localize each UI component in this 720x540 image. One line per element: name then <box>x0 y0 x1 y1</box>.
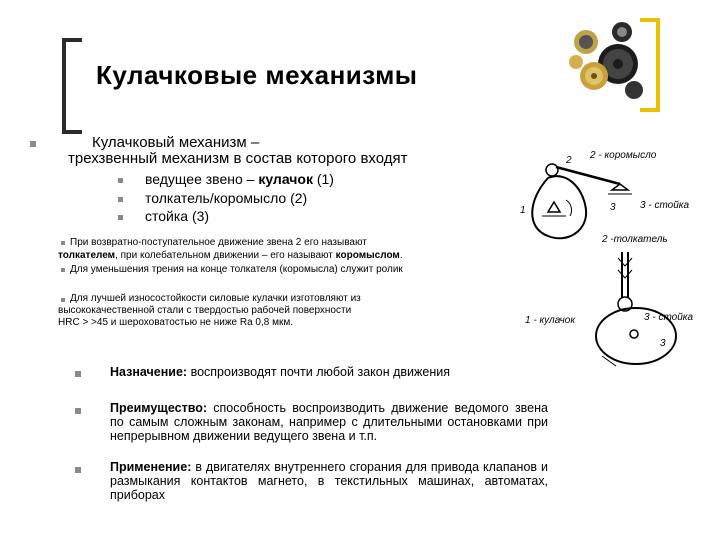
roller-note: Для уменьшения трения на конце толкателя (коромысла) служит ролик <box>70 264 403 275</box>
bullet-icon <box>75 408 81 414</box>
motion-line2 <box>58 250 403 261</box>
motion-text: , при колебательном движении – его называют <box>115 250 336 261</box>
bullet-icon <box>61 298 65 302</box>
advantage-text: способность воспроизводить движение ведомого звена по самым сложным законам, например с длительными остановками при непрерывном движении ведущего звена и т.п. <box>110 401 548 443</box>
label-pusher: 2 -толкатель <box>602 234 668 245</box>
bullet-icon <box>118 197 123 202</box>
purpose-text: воспроизводят почти любой закон движения <box>187 365 450 379</box>
member-bold: кулачок <box>258 171 313 187</box>
cam-pusher-diagram <box>588 246 698 376</box>
advantage-item <box>110 401 548 443</box>
wear-line3: HRC > >45 и шероховатостью не ниже Ra 0,8 мкм. <box>58 317 293 328</box>
wear-line1: Для лучшей износостойкости силовые кулачки изготовляют из <box>70 293 361 304</box>
bullet-icon <box>118 215 123 220</box>
member-item: толкатель/коромысло (2) <box>145 190 308 206</box>
num-3b: 3 <box>660 338 666 349</box>
member-suffix: (1) <box>312 171 334 187</box>
motion-end: . <box>399 250 403 261</box>
page-title: Кулачковые механизмы <box>96 60 418 90</box>
term-rocker: коромыслом <box>335 250 400 261</box>
application-item <box>110 460 548 502</box>
bullet-icon <box>75 371 81 377</box>
term-pusher: толкателем <box>58 250 116 261</box>
advantage-label: Преимущество: <box>110 401 208 415</box>
motion-line1: При возвратно-поступательное движение звена 2 его называют <box>70 237 367 248</box>
bullet-icon <box>61 268 65 272</box>
bullet-icon <box>75 467 81 473</box>
gear-small-icon <box>574 30 598 54</box>
application-label: Применение: <box>110 460 192 474</box>
purpose-label: Назначение: <box>110 365 188 379</box>
purpose-item <box>110 365 450 379</box>
gears-image <box>566 18 644 104</box>
cam-profile <box>532 176 586 238</box>
num-2: 2 <box>566 155 572 166</box>
title-left-bracket <box>62 38 82 134</box>
bullet-icon <box>118 178 123 183</box>
bullet-icon <box>30 141 36 147</box>
definition-line1: Кулачковый механизм – <box>92 134 260 151</box>
label-stand-2: 3 - стойка <box>644 312 694 323</box>
label-cam: 1 - кулачок <box>525 315 576 326</box>
wear-line2: высококачественной стали с твердостью рабочей поверхности <box>58 305 352 316</box>
label-stand: 3 - стойка <box>640 200 690 211</box>
roller-icon <box>546 164 558 176</box>
definition-line2: трехзвенный механизм в состав которого входят <box>68 150 408 167</box>
gear-gold-icon <box>580 62 608 90</box>
member-prefix: ведущее звено – <box>145 171 259 187</box>
gear-top-icon <box>612 22 632 42</box>
label-rocker: 2 - коромысло <box>590 150 657 161</box>
num-1: 1 <box>520 205 526 216</box>
bullet-icon <box>61 241 65 245</box>
num-3: 3 <box>610 202 616 213</box>
application-text: в двигателях внутреннего сгорания для привода клапанов и размыкания контактов магнето, в текстильных машинах, автоматах, приборах <box>110 460 548 502</box>
member-item: стойка (3) <box>145 208 210 224</box>
member-item <box>145 171 334 187</box>
